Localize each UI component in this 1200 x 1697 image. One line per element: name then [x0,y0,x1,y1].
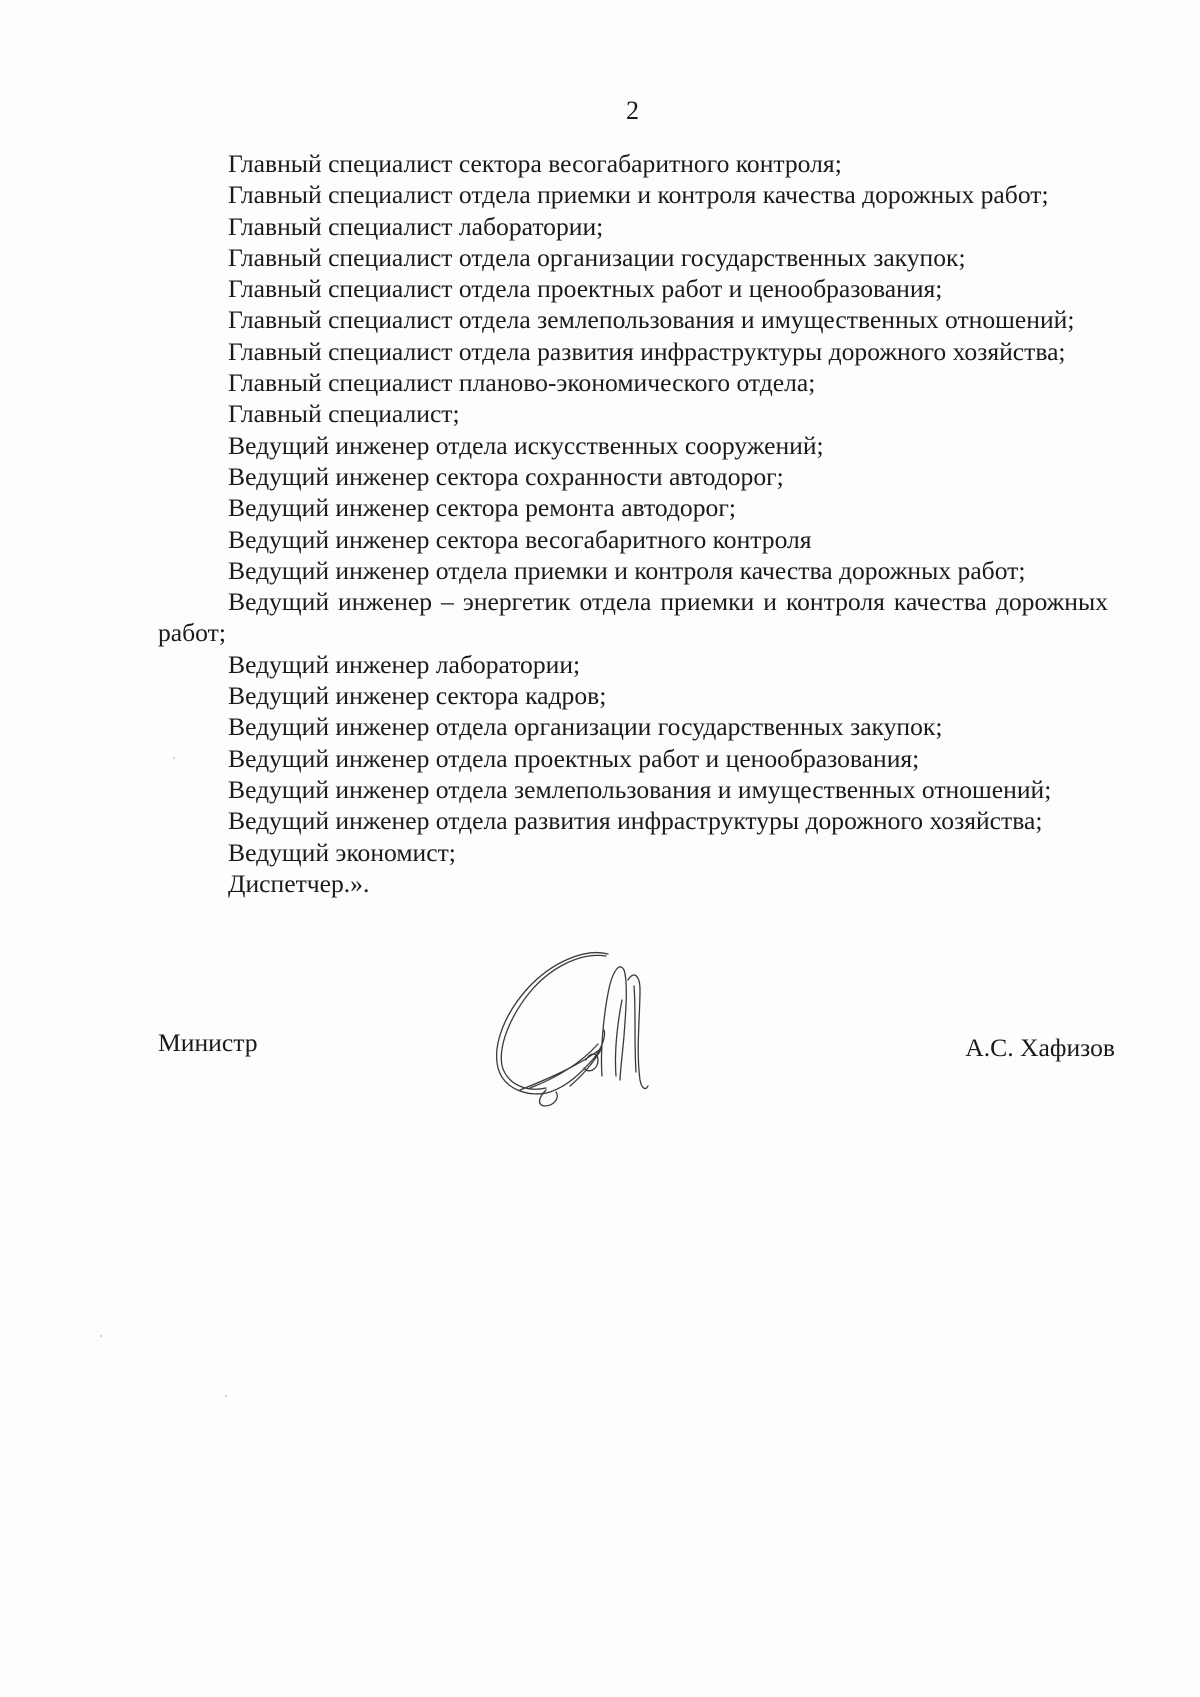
list-item: Главный специалист планово-экономического отдела; [228,368,816,398]
list-item: Ведущий экономист; [228,837,456,867]
list-item: Ведущий инженер сектора кадров; [228,681,607,711]
list-item: Главный специалист сектора весогабаритного контроля; [228,149,842,178]
list-item: Ведущий инженер – энергетик отдела приемки и контроля качества дорожных работ; [158,587,1108,648]
list-item: Ведущий инженер отдела искусственных сооружений; [228,430,824,460]
list-item: Главный специалист отдела проектных работ и ценообразования; [228,274,943,304]
list-item: Ведущий инженер лаборатории; [228,649,581,679]
list-item: Ведущий инженер сектора весогабаритного контроля [228,524,812,554]
scan-speck [100,1335,102,1337]
list-item: Ведущий инженер отдела развития инфраструктуры дорожного хозяйства; [228,806,1043,836]
list-item: Ведущий инженер отдела приемки и контроля качества дорожных работ; [228,555,1026,585]
scan-speck [173,757,175,759]
scan-speck [225,1395,227,1397]
list-item: Ведущий инженер сектора ремонта автодорог; [228,493,736,523]
list-item: Главный специалист отдела приемки и контроля качества дорожных работ; [228,180,1049,210]
list-item: Главный специалист отдела организации государственных закупок; [228,242,966,272]
page-number: 2 [626,96,639,125]
list-item: Ведущий инженер сектора сохранности автодорог; [228,461,784,491]
position-list [158,148,1108,899]
list-item: Ведущий инженер отдела организации государственных закупок; [228,712,943,742]
list-item: Главный специалист лаборатории; [228,211,604,241]
list-item: Ведущий инженер отдела проектных работ и ценообразования; [228,743,920,773]
list-item: Главный специалист отдела землепользования и имущественных отношений; [228,305,1075,335]
list-item: Главный специалист отдела развития инфраструктуры дорожного хозяйства; [228,336,1066,366]
list-item: Ведущий инженер отдела землепользования и имущественных отношений; [228,774,1052,804]
list-item: Главный специалист; [228,399,460,429]
signatory-role: Министр [158,1028,258,1057]
list-item: Диспетчер.». [228,868,370,898]
signatory-name: А.С. Хафизов [965,1033,1115,1062]
handwritten-signature [490,940,690,1120]
